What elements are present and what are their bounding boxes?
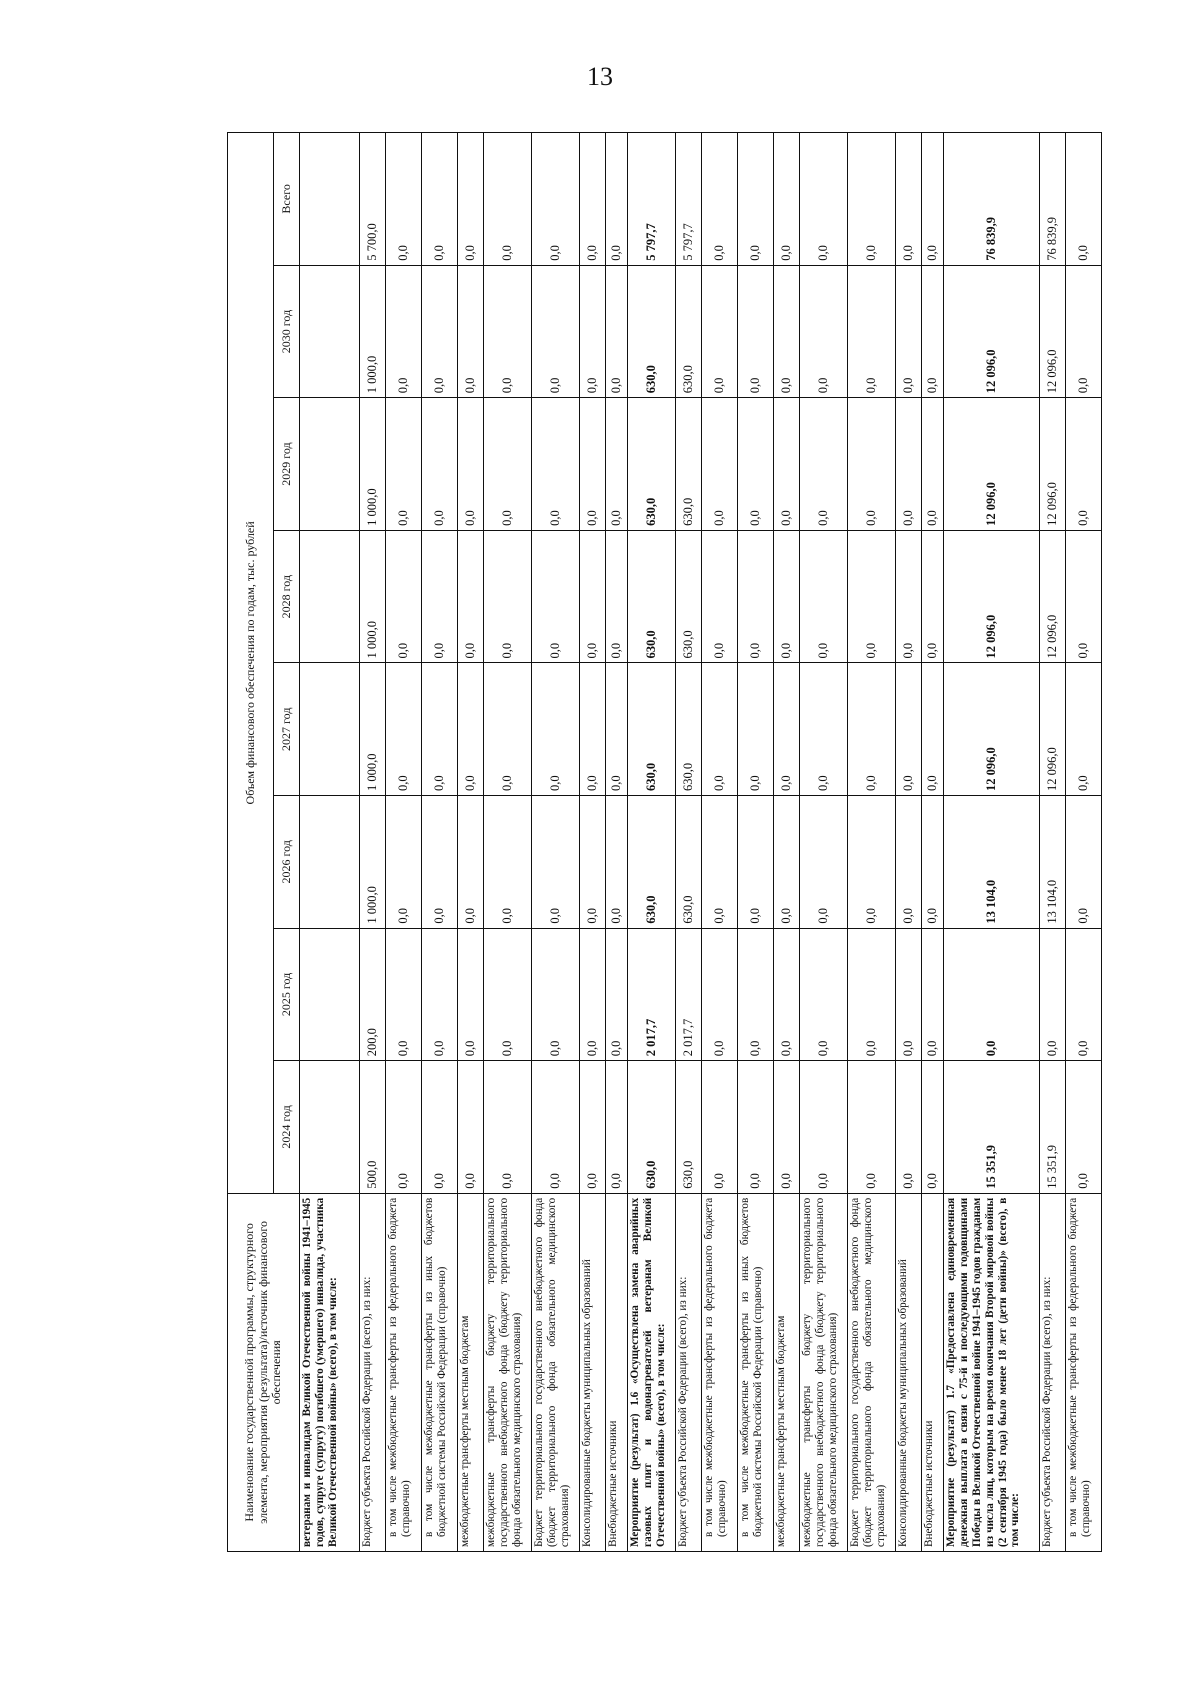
cell-value: 0,0	[532, 663, 580, 796]
cell-value	[300, 1061, 360, 1194]
header-year: 2029 год	[274, 398, 300, 531]
cell-value: 0,0	[800, 265, 848, 398]
row-label: Мероприятие (результат) 1.7 «Предоставлена единовременная денежная выплата в связи с 75-й и последующими годовщинами Победы в Великой Отечественной войне 1941–1945 годов гражданам из числа лиц, которым на время окончания Второй мировой войны (2 сентября 1945 года) было менее 18 лет (дети войны)» (всего), в том числе:	[944, 1193, 1040, 1551]
table-row	[360, 133, 386, 1552]
row-label: межбюджетные трансферты бюджету территориального государственного внебюджетного фонда (бюджету территориального фонда обязательного медицинского страхования)	[800, 1193, 848, 1551]
cell-value: 0,0	[702, 530, 738, 663]
cell-value: 12 096,0	[1040, 265, 1066, 398]
cell-value: 0,0	[422, 398, 458, 531]
cell-value: 630,0	[676, 265, 702, 398]
cell-value: 1 000,0	[360, 265, 386, 398]
cell-total: 76 839,9	[1040, 133, 1066, 266]
cell-value: 0,0	[702, 663, 738, 796]
cell-value: 0,0	[606, 265, 628, 398]
cell-value: 0,0	[580, 1061, 606, 1194]
cell-value: 0,0	[922, 928, 944, 1061]
cell-value: 0,0	[580, 663, 606, 796]
cell-value: 0,0	[606, 928, 628, 1061]
cell-value: 0,0	[532, 265, 580, 398]
cell-value: 0,0	[422, 928, 458, 1061]
cell-value: 630,0	[676, 663, 702, 796]
cell-value: 0,0	[606, 1061, 628, 1194]
table-row	[896, 133, 922, 1552]
cell-value: 0,0	[1066, 530, 1102, 663]
cell-total: 0,0	[922, 133, 944, 266]
row-label: Бюджет субъекта Российской Федерации (всего), из них:	[676, 1193, 702, 1551]
cell-value: 0,0	[702, 796, 738, 929]
row-label: Бюджет субъекта Российской Федерации (всего), из них:	[360, 1193, 386, 1551]
cell-value: 1 000,0	[360, 796, 386, 929]
cell-value: 13 104,0	[944, 796, 1040, 929]
cell-value: 12 096,0	[944, 265, 1040, 398]
cell-value: 0,0	[702, 1061, 738, 1194]
cell-value: 0,0	[422, 265, 458, 398]
table-row	[532, 133, 580, 1552]
row-label: в том числе межбюджетные трансферты из федерального бюджета (справочно)	[702, 1193, 738, 1551]
cell-value: 0,0	[738, 1061, 774, 1194]
cell-value: 1 000,0	[360, 663, 386, 796]
cell-value: 12 096,0	[944, 663, 1040, 796]
cell-value: 0,0	[1066, 796, 1102, 929]
cell-value: 12 096,0	[1040, 663, 1066, 796]
row-label: Мероприятие (результат) 1.6 «Осуществлена замена аварийных газовых плит и водонагревателей ветеранам Великой Отечественной войны» (всего), в том числе:	[628, 1193, 676, 1551]
cell-value: 0,0	[458, 1061, 484, 1194]
cell-total: 76 839,9	[944, 133, 1040, 266]
cell-value: 0,0	[484, 398, 532, 531]
cell-value: 0,0	[532, 1061, 580, 1194]
cell-total: 0,0	[606, 133, 628, 266]
header-total: Всего	[274, 133, 300, 266]
header-year: 2025 год	[274, 928, 300, 1061]
cell-value: 0,0	[896, 530, 922, 663]
cell-value: 0,0	[800, 1061, 848, 1194]
header-name: Наименование государственной программы, структурного элемента, мероприятия (результата)/источник финансового обеспечения	[228, 1193, 300, 1551]
cell-value: 15 351,9	[1040, 1061, 1066, 1194]
cell-value	[300, 265, 360, 398]
cell-value: 0,0	[580, 265, 606, 398]
cell-value: 0,0	[458, 928, 484, 1061]
cell-value: 0,0	[848, 928, 896, 1061]
cell-value: 12 096,0	[1040, 530, 1066, 663]
row-label: в том числе межбюджетные трансферты из иных бюджетов бюджетной системы Российской Федерации (справочно)	[738, 1193, 774, 1551]
cell-value: 0,0	[774, 928, 800, 1061]
cell-value: 0,0	[386, 398, 422, 531]
cell-value: 0,0	[532, 530, 580, 663]
cell-value: 0,0	[922, 530, 944, 663]
row-label: Бюджет субъекта Российской Федерации (всего), из них:	[1040, 1193, 1066, 1551]
cell-value: 0,0	[774, 1061, 800, 1194]
cell-value: 12 096,0	[944, 398, 1040, 531]
cell-value: 0,0	[738, 265, 774, 398]
row-label: Бюджет территориального государственного внебюджетного фонда (бюджет территориального фонда обязательного медицинского страхования)	[848, 1193, 896, 1551]
cell-value: 200,0	[360, 928, 386, 1061]
cell-value	[300, 796, 360, 929]
row-label: ветеранам и инвалидам Великой Отечественной войны 1941–1945 годов, супруге (супругу) погибшего (умершего) инвалида, участника Великой Отечественной войны» (всего), в том числе:	[300, 1193, 360, 1551]
row-label: Внебюджетные источники	[606, 1193, 628, 1551]
cell-value: 1 000,0	[360, 530, 386, 663]
cell-value: 0,0	[422, 796, 458, 929]
cell-value: 0,0	[580, 530, 606, 663]
table-row	[1040, 133, 1066, 1552]
cell-value: 0,0	[848, 398, 896, 531]
cell-value: 0,0	[580, 928, 606, 1061]
cell-value: 0,0	[484, 265, 532, 398]
cell-value: 0,0	[922, 1061, 944, 1194]
rotated-table-wrapper	[227, 132, 1122, 1552]
table-row	[944, 133, 1040, 1552]
cell-value: 0,0	[896, 796, 922, 929]
cell-value: 0,0	[896, 663, 922, 796]
cell-value: 0,0	[800, 663, 848, 796]
cell-value: 0,0	[386, 265, 422, 398]
row-label: межбюджетные трансферты местным бюджетам	[774, 1193, 800, 1551]
cell-value: 0,0	[532, 796, 580, 929]
cell-value: 0,0	[484, 796, 532, 929]
cell-value: 0,0	[484, 663, 532, 796]
cell-value: 630,0	[676, 530, 702, 663]
cell-total: 0,0	[422, 133, 458, 266]
row-label: в том числе межбюджетные трансферты из иных бюджетов бюджетной системы Российской Федерации (справочно)	[422, 1193, 458, 1551]
cell-total: 0,0	[738, 133, 774, 266]
cell-value: 0,0	[458, 663, 484, 796]
cell-value: 12 096,0	[1040, 398, 1066, 531]
cell-total	[300, 133, 360, 266]
table-row	[484, 133, 532, 1552]
row-label: межбюджетные трансферты бюджету территориального государственного внебюджетного фонда (бюджету территориального фонда обязательного медицинского страхования)	[484, 1193, 532, 1551]
cell-value: 630,0	[628, 1061, 676, 1194]
table-row	[774, 133, 800, 1552]
cell-value: 0,0	[848, 530, 896, 663]
table-row	[386, 133, 422, 1552]
cell-value: 15 351,9	[944, 1061, 1040, 1194]
table-row	[580, 133, 606, 1552]
cell-value: 0,0	[1066, 663, 1102, 796]
cell-value: 0,0	[458, 796, 484, 929]
cell-value: 0,0	[944, 928, 1040, 1061]
cell-value: 13 104,0	[1040, 796, 1066, 929]
cell-value: 0,0	[774, 663, 800, 796]
cell-total: 0,0	[458, 133, 484, 266]
cell-value: 0,0	[848, 663, 896, 796]
row-label: в том числе межбюджетные трансферты из федерального бюджета (справочно)	[1066, 1193, 1102, 1551]
row-label: Консолидированные бюджеты муниципальных образований	[896, 1193, 922, 1551]
header-year: 2024 год	[274, 1061, 300, 1194]
cell-value: 0,0	[458, 265, 484, 398]
cell-value: 630,0	[628, 398, 676, 531]
cell-value: 630,0	[628, 530, 676, 663]
cell-value: 0,0	[896, 265, 922, 398]
cell-value	[300, 398, 360, 531]
cell-value: 0,0	[738, 928, 774, 1061]
cell-value: 630,0	[628, 663, 676, 796]
cell-value: 0,0	[896, 928, 922, 1061]
cell-value: 0,0	[1066, 1061, 1102, 1194]
cell-value: 0,0	[922, 663, 944, 796]
cell-value: 630,0	[628, 796, 676, 929]
cell-value: 0,0	[580, 398, 606, 531]
cell-value: 0,0	[922, 265, 944, 398]
cell-value: 0,0	[922, 398, 944, 531]
cell-value: 0,0	[800, 928, 848, 1061]
cell-value: 0,0	[1066, 398, 1102, 531]
cell-value: 0,0	[606, 398, 628, 531]
cell-value: 0,0	[386, 663, 422, 796]
table-row	[422, 133, 458, 1552]
cell-value: 2 017,7	[676, 928, 702, 1061]
cell-value: 0,0	[386, 928, 422, 1061]
cell-value: 0,0	[386, 1061, 422, 1194]
cell-value: 0,0	[484, 928, 532, 1061]
cell-total: 5 797,7	[676, 133, 702, 266]
cell-value: 0,0	[774, 398, 800, 531]
table-row	[702, 133, 738, 1552]
header-year: 2027 год	[274, 663, 300, 796]
cell-value: 0,0	[606, 530, 628, 663]
cell-value: 0,0	[896, 398, 922, 531]
cell-value: 12 096,0	[944, 530, 1040, 663]
cell-value	[300, 663, 360, 796]
cell-value: 0,0	[532, 928, 580, 1061]
header-year: 2028 год	[274, 530, 300, 663]
cell-value: 500,0	[360, 1061, 386, 1194]
table-row	[800, 133, 848, 1552]
cell-total: 0,0	[580, 133, 606, 266]
table-row	[458, 133, 484, 1552]
cell-value: 0,0	[422, 663, 458, 796]
cell-value: 0,0	[738, 796, 774, 929]
row-label: в том числе межбюджетные трансферты из федерального бюджета (справочно)	[386, 1193, 422, 1551]
cell-total: 0,0	[484, 133, 532, 266]
cell-value: 630,0	[676, 796, 702, 929]
cell-value: 0,0	[458, 398, 484, 531]
cell-value: 0,0	[922, 796, 944, 929]
cell-total: 5 700,0	[360, 133, 386, 266]
cell-total: 0,0	[386, 133, 422, 266]
cell-value: 2 017,7	[628, 928, 676, 1061]
cell-value: 0,0	[484, 530, 532, 663]
cell-value: 0,0	[800, 530, 848, 663]
header-year: 2030 год	[274, 265, 300, 398]
cell-value: 630,0	[676, 398, 702, 531]
cell-value: 0,0	[896, 1061, 922, 1194]
table-row	[300, 133, 360, 1552]
cell-value: 0,0	[738, 663, 774, 796]
cell-value: 0,0	[1066, 928, 1102, 1061]
cell-value: 0,0	[848, 1061, 896, 1194]
row-label: Консолидированные бюджеты муниципальных образований	[580, 1193, 606, 1551]
cell-value: 0,0	[848, 265, 896, 398]
financing-table	[227, 132, 1102, 1552]
cell-value: 0,0	[1040, 928, 1066, 1061]
cell-value	[300, 530, 360, 663]
cell-value: 0,0	[606, 796, 628, 929]
cell-value: 1 000,0	[360, 398, 386, 531]
cell-total: 0,0	[1066, 133, 1102, 266]
cell-value: 0,0	[422, 1061, 458, 1194]
cell-total: 0,0	[896, 133, 922, 266]
cell-total: 0,0	[702, 133, 738, 266]
cell-value: 0,0	[800, 796, 848, 929]
cell-value: 0,0	[702, 398, 738, 531]
cell-value: 0,0	[580, 796, 606, 929]
cell-value: 0,0	[422, 530, 458, 663]
table-row	[848, 133, 896, 1552]
cell-value: 0,0	[386, 796, 422, 929]
cell-value: 630,0	[628, 265, 676, 398]
cell-value: 0,0	[386, 530, 422, 663]
cell-value: 0,0	[774, 796, 800, 929]
table-row	[606, 133, 628, 1552]
header-group: Объем финансового обеспечения по годам, тыс. рублей	[228, 133, 274, 1194]
cell-value: 0,0	[702, 265, 738, 398]
cell-total: 0,0	[774, 133, 800, 266]
cell-value: 0,0	[774, 530, 800, 663]
cell-total: 0,0	[848, 133, 896, 266]
header-year: 2026 год	[274, 796, 300, 929]
cell-value: 0,0	[848, 796, 896, 929]
cell-value: 630,0	[676, 1061, 702, 1194]
table-row	[922, 133, 944, 1552]
cell-value: 0,0	[774, 265, 800, 398]
cell-total: 5 797,7	[628, 133, 676, 266]
cell-value: 0,0	[738, 530, 774, 663]
cell-value: 0,0	[484, 1061, 532, 1194]
cell-value: 0,0	[606, 663, 628, 796]
cell-value: 0,0	[1066, 265, 1102, 398]
table-row	[628, 133, 676, 1552]
cell-value	[300, 928, 360, 1061]
cell-value: 0,0	[702, 928, 738, 1061]
row-label: Внебюджетные источники	[922, 1193, 944, 1551]
page-number: 13	[587, 62, 613, 91]
row-label: межбюджетные трансферты местным бюджетам	[458, 1193, 484, 1551]
cell-value: 0,0	[532, 398, 580, 531]
row-label: Бюджет территориального государственного внебюджетного фонда (бюджет территориального фонда обязательного медицинского страхования)	[532, 1193, 580, 1551]
table-row	[1066, 133, 1102, 1552]
cell-value: 0,0	[458, 530, 484, 663]
table-row	[676, 133, 702, 1552]
cell-value: 0,0	[738, 398, 774, 531]
cell-total: 0,0	[800, 133, 848, 266]
cell-total: 0,0	[532, 133, 580, 266]
table-row	[738, 133, 774, 1552]
cell-value: 0,0	[800, 398, 848, 531]
